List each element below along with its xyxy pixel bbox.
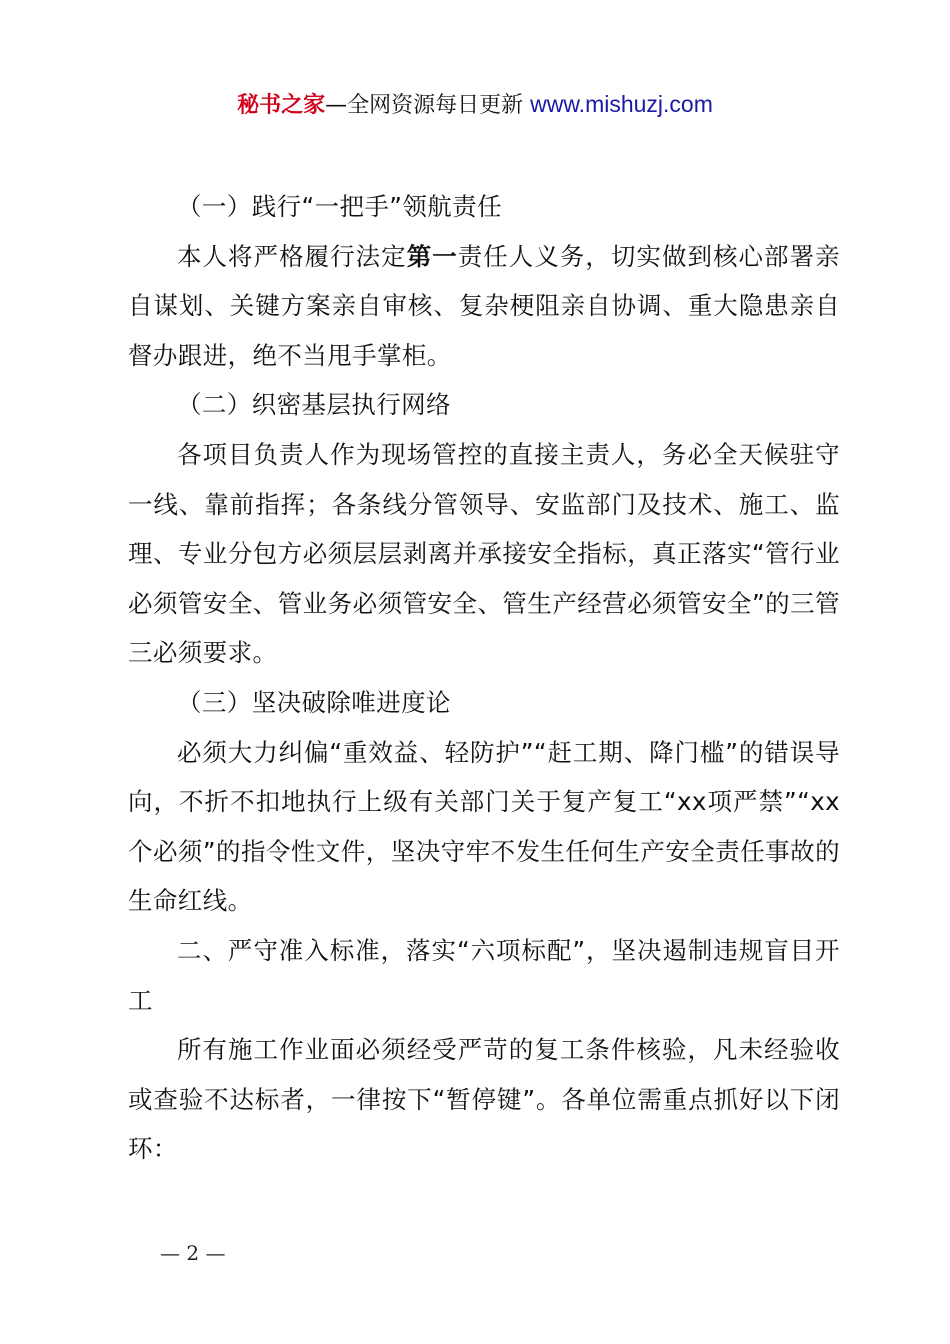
section-heading-2: （二）织密基层执行网络 [177, 390, 451, 420]
paragraph-2: 各项目负责人作为现场管控的直接主责人，务必全天候驻守一线、靠前指挥；各条线分管领导、安监部门及技术、施工、监理、专业分包方必须层层剥离并承接安全指标，真正落实“管行业必须管安全、管业务必须管安全、管生产经营必须管安全”的三管三必须要求。 [128, 439, 840, 668]
brand-name: 秘书之家 [237, 93, 326, 118]
paragraph-1 [128, 232, 840, 381]
section-heading-1: （一）践行“一把手”领航责任 [177, 192, 502, 221]
page-number: — 2 — [160, 1241, 226, 1265]
section-heading-3: （三）坚决破除唯进度论 [177, 687, 451, 717]
paragraph-1-text-a: 本人将严格履行法定 [177, 241, 407, 271]
section-heading-4: 二、严守准入标准，落实“六项标配”，坚决遏制违规盲目开工 [128, 935, 840, 1015]
paragraph-1-text-b: 责任人义务，切实做到核心部署亲自谋划、关键方案亲自审核、复杂梗阻亲自协调、重大隐患亲自督办跟进，绝不当甩手掌柜。 [128, 241, 840, 370]
site-url-link[interactable]: www.mishuzj.com [530, 91, 713, 117]
site-slogan: —全网资源每日更新 [325, 93, 524, 118]
document-body [128, 182, 840, 1174]
paragraph-3: 必须大力纠偏“重效益、轻防护”“赶工期、降门槛”的错误导向，不折不扣地执行上级有关部门关于复产复工“xx项严禁”“xx个必须”的指令性文件，坚决守牢不发生任何生产安全责任事故的生命红线。 [128, 737, 840, 916]
paragraph-4: 所有施工作业面必须经受严苛的复工条件核验，凡未经验收或查验不达标者，一律按下“暂停键”。各单位需重点抓好以下闭环： [128, 1035, 840, 1164]
paragraph-1-bold: 第一 [406, 241, 458, 271]
site-header [0, 86, 950, 124]
